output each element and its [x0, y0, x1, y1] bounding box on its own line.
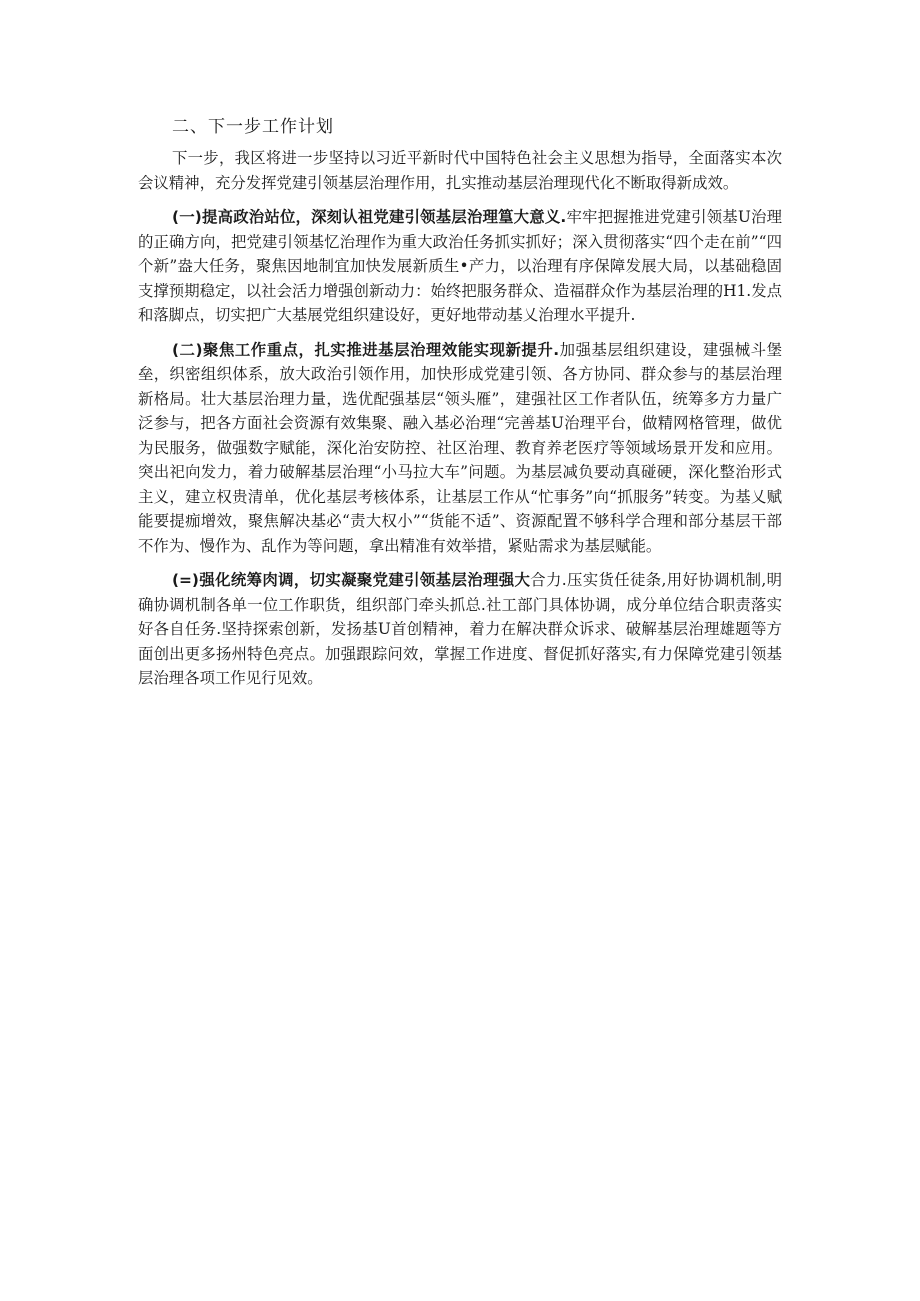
- paragraph-1-lead: (一)提高政治站位，深刻认祖党建引领基层治理篁大意义.: [172, 208, 567, 226]
- document-page: [138, 112, 782, 701]
- paragraph-2-lead: (二)聚焦工作重点，扎实推进基层治理效能实现新提升.: [172, 340, 560, 359]
- paragraph-2: [138, 338, 782, 559]
- intro-paragraph: 下一步，我区将进一步坚持以习近平新时代中国特色社会主义思想为指导，全面落实本次会议精神，充分发挥党建引领基层治理作用，扎实推动基层治理现代化不断取得新成效。: [138, 149, 782, 192]
- paragraph-2-body: 加强基层组织建设，建强械斗堡垒，织密组织体系，放大政治引领作用，加快形成党建引领、各方协同、群众参与的基层治理新格局。壮大基层治理力量，选优配强基层“领头雁”，建强社区工作者队伍，统筹多方力量广泛参与，把各方面社会资源有效集聚、融入基必治理“完善基U治理平台，做精网格管理，做优为民服务，做强数字赋能，深化治安防控、社区治理、教育养老医疗等领域场景开发和应用。突出祀向发力，着力破解基层治理“小马拉大车”问题。为基层减负要动真碰硬，深化整治形式主义，建立权贵清单，优化基层考核体系，让基层工作从“忙事务”向“抓服务”转变。为基乂赋能要提痂增效，聚焦解决基必“责大权小”“货能不适”、资源配置不够科学合理和部分基层干部不作为、慢作为、乱作为等问题，拿出精准有效举措，紧贴需求为基层赋能。: [138, 340, 782, 555]
- section-heading: 二、下一步工作计划: [172, 117, 334, 137]
- paragraph-1-body: 牢牢把握推进党建引领基U治理的正确方向，把党建引领基忆治理作为重大政治任务抓实抓好；深入贯彻落实“四个走在前”“四个新”盎大任务，聚焦因地制宜加快发展新质生•产力，以治理有序保障发展大局，以基础稳固支撑预期稳定，以社会活力增强创新动力：始终把服务群众、造福群众作为基层治理的H1.发点和落脚点，切实把广大基展党组织建设好，更好地带动基乂治理水平提升.: [138, 208, 782, 324]
- paragraph-1: [138, 205, 782, 328]
- paragraph-3-lead: (=)强化统筹肉调，切实凝聚党建引领基层治理强大: [172, 571, 531, 589]
- paragraph-3: [138, 568, 782, 691]
- paragraph-3-body: 合力.压实货任徒条,用好协调机制,明确协调机制各单一位工作职货，组织部门牵头抓总.社工部门具体协调，成分单位结合职责落实好各自任务.坚持探索创新，发扬基U首创精神，着力在解决群众诉求、破解基层治理雄题等方面创出更多扬州特色亮点。加强跟踪问效，掌握工作进度、督促抓好落实,有力保障党建引领基层治理各项工作见行见效。: [138, 571, 782, 687]
